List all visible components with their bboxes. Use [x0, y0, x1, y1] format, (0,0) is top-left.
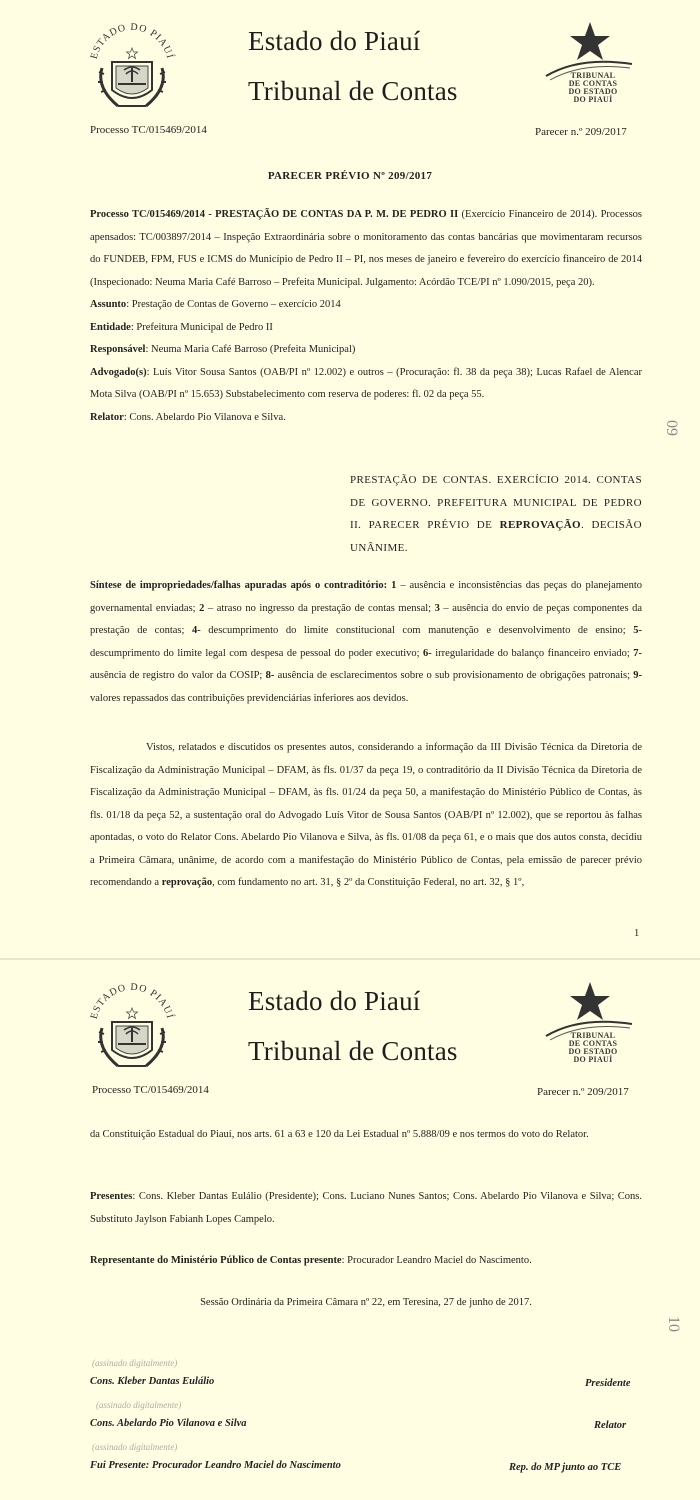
signature-president-name: Cons. Kleber Dantas Eulálio — [90, 1376, 215, 1387]
header-title-tribunal: Tribunal de Contas — [248, 76, 458, 106]
entity-line: Entidade: Prefeitura Municipal de Pedro II — [90, 321, 273, 333]
prosecutor-line: Representante do Ministério Público de Contas presente: Procurador Leandro Maciel do Nascimento. — [90, 1255, 532, 1266]
signature-rapporteur-name: Cons. Abelardo Pio Vilanova e Silva — [90, 1418, 247, 1429]
attendees-paragraph: Presentes: Cons. Kleber Dantas Eulálio (Presidente); Cons. Luciano Nunes Santos; Cons. Abelardo Pio Vilanova e Silva; Cons. Substituto Jaylson Fabianh Lopes Campelo. — [90, 1191, 642, 1225]
lawyers-paragraph: Advogado(s): Luís Vitor Sousa Santos (OAB/PI nº 12.002) e outros – (Procuração: fl. 38 da peça 38); Lucas Rafael de Alencar Mota Silva (OAB/PI nº 15.653) Substabelecimento com reserva de poderes: fl. 02 da peça 55. — [90, 366, 642, 400]
header-title-tribunal: Tribunal de Contas — [248, 1036, 458, 1066]
side-page-stamp: 10 — [665, 1316, 682, 1332]
process-number: Processo TC/015469/2014 — [92, 1084, 209, 1096]
header-title-state: Estado do Piauí — [248, 986, 421, 1016]
state-crest-logo — [82, 18, 182, 118]
signature-president-role: Presidente — [585, 1378, 631, 1389]
decision-paragraph: Vistos, relatados e discutidos os presentes autos, considerando a informação da III Divisão Técnica da Diretoria de Fiscalização da Administração Municipal – DFAM, às fls. 01/37 da peça 19, o contraditório da II Divisão Técnica da Diretoria de Fiscalização da Administração Municipal – DFAM, às fls. 01/24 da peça 50, a manifestação do Ministério Público de Contas, às fls. 01/18 da peça 52, a sustentação oral do Advogado Luís Vitor de Sousa Santos (OAB/PI nº 12.002), que se reportou às falhas apontadas, o voto do Relator Cons. Abelardo Pio Vilanova e Silva, às fls. 01/08 da peça 61, e o mais que dos autos consta, decidiu a Primeira Câmara, unânime, de acordo com a manifestação do Ministério Público de Contas, pela emissão de parecer prévio recomendando a reprovação, com fundamento no art. 31, § 2º da Constituição Federal, no art. 32, § 1º, — [90, 742, 642, 888]
opinion-number: Parecer n.º 209/2017 — [535, 126, 627, 138]
opinion-heading: PARECER PRÉVIO Nº 209/2017 — [267, 170, 433, 182]
tribunal-seal-text: TRIBUNAL DE CONTAS DO ESTADO DO PIAUÍ — [568, 1031, 618, 1064]
document-page-2 — [0, 960, 700, 1500]
subject-line: Assunto: Prestação de Contas de Governo – exercício 2014 — [90, 299, 341, 310]
tribunal-seal-text: TRIBUNAL DE CONTAS DO ESTADO DO PIAUÍ — [568, 71, 618, 104]
irregularities-summary: Síntese de impropriedades/falhas apuradas após o contraditório: 1 – ausência e inconsistências das peças do planejamento governamental enviadas; 2 – atraso no ingresso da prestação de contas mensal; 3 – ausência do envio de peças componentes da prestação de contas; 4- descumprimento do limite constitucional com manutenção e desenvolvimento de ensino; 5- descumprimento do limite legal com despesa de pessoal do poder executivo; 6- irregularidade do balanço financeiro enviado; 7- ausência de registro do valor da COSIP; 8- ausência de esclarecimentos sobre o sub provisionamento de obrigações patronais; 9- valores repassados das contribuições previdenciárias inferiores aos devidos. — [90, 580, 643, 704]
digital-signature-note: (assinado digitalmente) — [92, 1442, 178, 1452]
rapporteur-line: Relator: Cons. Abelardo Pio Vilanova e Silva. — [90, 411, 286, 423]
session-line: Sessão Ordinária da Primeira Câmara nº 22, em Teresina, 27 de junho de 2017. — [200, 1297, 532, 1308]
continuation-paragraph: da Constituição Estadual do Piauí, nos arts. 61 a 63 e 120 da Lei Estadual nº 5.888/09 e nos termos do voto do Relator. — [90, 1129, 589, 1140]
signature-rapporteur-role: Relator — [594, 1420, 627, 1431]
process-paragraph: Processo TC/015469/2014 - PRESTAÇÃO DE CONTAS DA P. M. DE PEDRO II (Exercício Financeiro de 2014). Processos apensados: TC/003897/2014 – Inspeção Extraordinária sobre o monitoramento das contas bancárias que movimentaram recursos do FUNDEB, FPM, FUS e ICMS do Município de Pedro II – PI, nos meses de janeiro e fevereiro do exercício financeiro de 2014 (Inspecionado: Neuma Maria Café Barroso – Prefeita Municipal. Julgamento: Acórdão TCE/PI nº 1.090/2015, peça 20). — [90, 209, 642, 288]
svg-text:ESTADO DO PIAUÍ: ESTADO DO PIAUÍ — [88, 21, 176, 61]
process-number: Processo TC/015469/2014 — [90, 124, 207, 136]
svg-text:ESTADO DO PIAUÍ: ESTADO DO PIAUÍ — [88, 981, 176, 1021]
responsible-line: Responsável: Neuma Maria Café Barroso (Prefeita Municipal) — [90, 344, 356, 355]
signature-prosecutor-role: Rep. do MP junto ao TCE — [509, 1462, 622, 1473]
header-title-state: Estado do Piauí — [248, 26, 421, 56]
page-number: 1 — [634, 928, 640, 939]
digital-signature-note: (assinado digitalmente) — [96, 1400, 182, 1410]
case-details — [90, 204, 642, 429]
state-crest-logo — [82, 978, 182, 1078]
side-page-stamp: 09 — [663, 420, 680, 436]
ementa-summary: PRESTAÇÃO DE CONTAS. EXERCÍCIO 2014. CONTAS DE GOVERNO. PREFEITURA MUNICIPAL DE PEDRO II. PARECER PRÉVIO DE REPROVAÇÃO. DECISÃO UNÂNIME. — [350, 474, 642, 554]
signature-prosecutor-name: Fui Presente: Procurador Leandro Maciel do Nascimento — [90, 1460, 341, 1471]
digital-signature-note: (assinado digitalmente) — [92, 1358, 178, 1368]
opinion-number: Parecer n.º 209/2017 — [537, 1086, 629, 1098]
